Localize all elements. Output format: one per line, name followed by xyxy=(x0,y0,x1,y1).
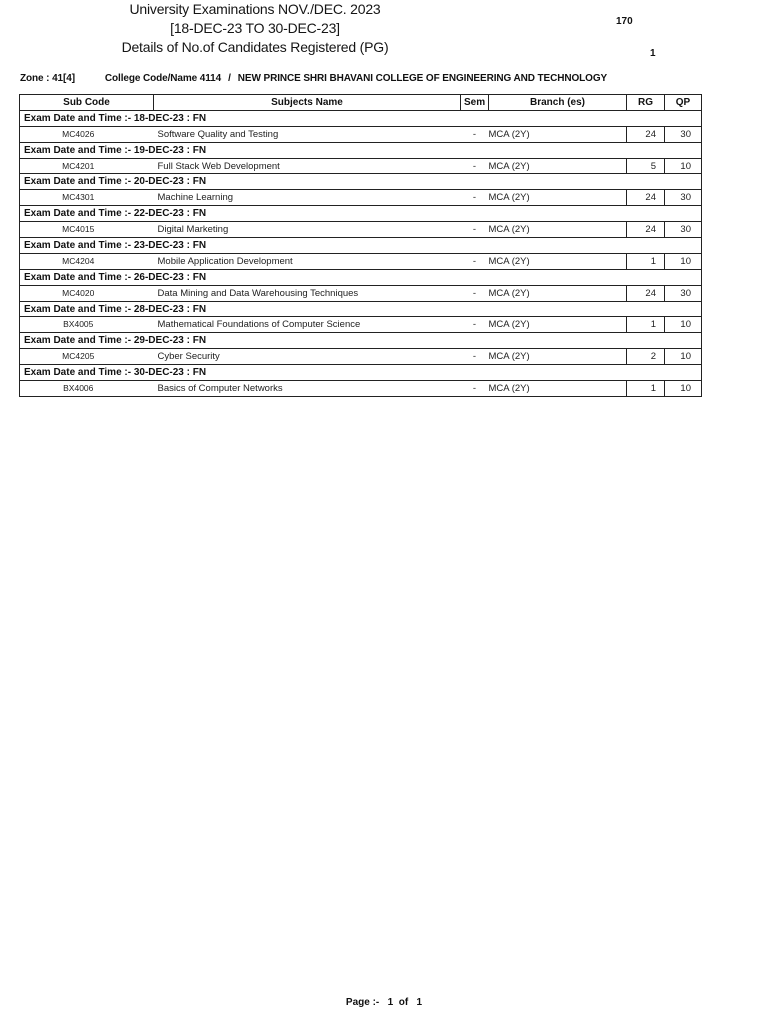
subject-row xyxy=(20,253,702,269)
subject-code: MC4301 xyxy=(20,190,154,206)
semester: - xyxy=(461,285,489,301)
subject-row xyxy=(20,190,702,206)
subject-code: MC4201 xyxy=(20,158,154,174)
exam-date-row xyxy=(20,142,702,158)
exam-date-row xyxy=(20,110,702,126)
subject-code: MC4015 xyxy=(20,222,154,238)
branch: MCA (2Y) xyxy=(489,381,627,397)
rg-count: 2 xyxy=(627,349,665,365)
exam-date-label: Exam Date and Time :- 23-DEC-23 : FN xyxy=(20,238,702,254)
registration-table xyxy=(19,94,702,397)
semester: - xyxy=(461,317,489,333)
rg-count: 24 xyxy=(627,285,665,301)
exam-date-label: Exam Date and Time :- 29-DEC-23 : FN xyxy=(20,333,702,349)
subject-name: Mobile Application Development xyxy=(154,253,461,269)
semester: - xyxy=(461,126,489,142)
table-body xyxy=(20,110,702,396)
qp-count: 10 xyxy=(665,349,702,365)
subject-name: Software Quality and Testing xyxy=(154,126,461,142)
semester: - xyxy=(461,381,489,397)
qp-count: 10 xyxy=(665,158,702,174)
subject-code: MC4020 xyxy=(20,285,154,301)
subject-code: BX4006 xyxy=(20,381,154,397)
report-title: University Examinations NOV./DEC. 2023 xyxy=(129,1,381,17)
semester: - xyxy=(461,222,489,238)
branch: MCA (2Y) xyxy=(489,126,627,142)
subject-row xyxy=(20,126,702,142)
subject-row xyxy=(20,317,702,333)
column-header: Branch (es) xyxy=(489,95,627,111)
subject-name: Full Stack Web Development xyxy=(154,158,461,174)
subject-code: BX4005 xyxy=(20,317,154,333)
exam-date-row xyxy=(20,174,702,190)
rg-count: 1 xyxy=(627,381,665,397)
table-header-row xyxy=(20,95,702,111)
subject-name: Data Mining and Data Warehousing Techniques xyxy=(154,285,461,301)
column-header: RG xyxy=(627,95,665,111)
subject-code: MC4205 xyxy=(20,349,154,365)
branch: MCA (2Y) xyxy=(489,317,627,333)
branch: MCA (2Y) xyxy=(489,222,627,238)
subject-name: Digital Marketing xyxy=(154,222,461,238)
subject-row xyxy=(20,349,702,365)
rg-count: 5 xyxy=(627,158,665,174)
column-header: QP xyxy=(665,95,702,111)
branch: MCA (2Y) xyxy=(489,349,627,365)
semester: - xyxy=(461,253,489,269)
subject-row xyxy=(20,285,702,301)
qp-count: 30 xyxy=(665,222,702,238)
subject-code: MC4204 xyxy=(20,253,154,269)
subject-name: Cyber Security xyxy=(154,349,461,365)
exam-date-label: Exam Date and Time :- 26-DEC-23 : FN xyxy=(20,269,702,285)
exam-date-row xyxy=(20,269,702,285)
exam-date-label: Exam Date and Time :- 19-DEC-23 : FN xyxy=(20,142,702,158)
total-candidates-count: 170 xyxy=(616,16,633,27)
branch: MCA (2Y) xyxy=(489,285,627,301)
branch: MCA (2Y) xyxy=(489,190,627,206)
qp-count: 30 xyxy=(665,285,702,301)
zone-college-line: Zone : 41[4] College Code/Name 4114 / NEW PRINCE SHRI BHAVANI COLLEGE OF ENGINEERING AND TECHNOLOGY xyxy=(20,73,608,84)
column-header: Sub Code xyxy=(20,95,154,111)
subject-name: Basics of Computer Networks xyxy=(154,381,461,397)
exam-date-row xyxy=(20,206,702,222)
branch: MCA (2Y) xyxy=(489,158,627,174)
subject-row xyxy=(20,222,702,238)
report-subtitle: Details of No.of Candidates Registered (PG) xyxy=(121,39,389,55)
report-date-range: [18-DEC-23 TO 30-DEC-23] xyxy=(170,20,340,36)
rg-count: 24 xyxy=(627,126,665,142)
exam-date-row xyxy=(20,365,702,381)
column-header: Sem xyxy=(461,95,489,111)
rg-count: 24 xyxy=(627,222,665,238)
subject-row xyxy=(20,381,702,397)
exam-date-row xyxy=(20,238,702,254)
exam-date-row xyxy=(20,333,702,349)
rg-count: 1 xyxy=(627,253,665,269)
exam-date-label: Exam Date and Time :- 20-DEC-23 : FN xyxy=(20,174,702,190)
college-name: NEW PRINCE SHRI BHAVANI COLLEGE OF ENGINEERING AND TECHNOLOGY xyxy=(237,73,608,84)
page-number-top: 1 xyxy=(650,48,656,59)
qp-count: 10 xyxy=(665,381,702,397)
subject-name: Machine Learning xyxy=(154,190,461,206)
semester: - xyxy=(461,158,489,174)
exam-date-label: Exam Date and Time :- 22-DEC-23 : FN xyxy=(20,206,702,222)
subject-row xyxy=(20,158,702,174)
exam-date-row xyxy=(20,301,702,317)
qp-count: 10 xyxy=(665,317,702,333)
rg-count: 24 xyxy=(627,190,665,206)
subject-code: MC4026 xyxy=(20,126,154,142)
branch: MCA (2Y) xyxy=(489,253,627,269)
qp-count: 10 xyxy=(665,253,702,269)
page-footer: Page :- 1 of 1 xyxy=(345,997,423,1008)
subject-name: Mathematical Foundations of Computer Science xyxy=(154,317,461,333)
rg-count: 1 xyxy=(627,317,665,333)
exam-date-label: Exam Date and Time :- 18-DEC-23 : FN xyxy=(20,110,702,126)
semester: - xyxy=(461,190,489,206)
semester: - xyxy=(461,349,489,365)
college-code-label: College Code/Name 4114 xyxy=(104,73,222,84)
column-header: Subjects Name xyxy=(154,95,461,111)
zone-label: Zone : 41[4] xyxy=(20,73,75,84)
exam-date-label: Exam Date and Time :- 30-DEC-23 : FN xyxy=(20,365,702,381)
qp-count: 30 xyxy=(665,126,702,142)
exam-date-label: Exam Date and Time :- 28-DEC-23 : FN xyxy=(20,301,702,317)
qp-count: 30 xyxy=(665,190,702,206)
